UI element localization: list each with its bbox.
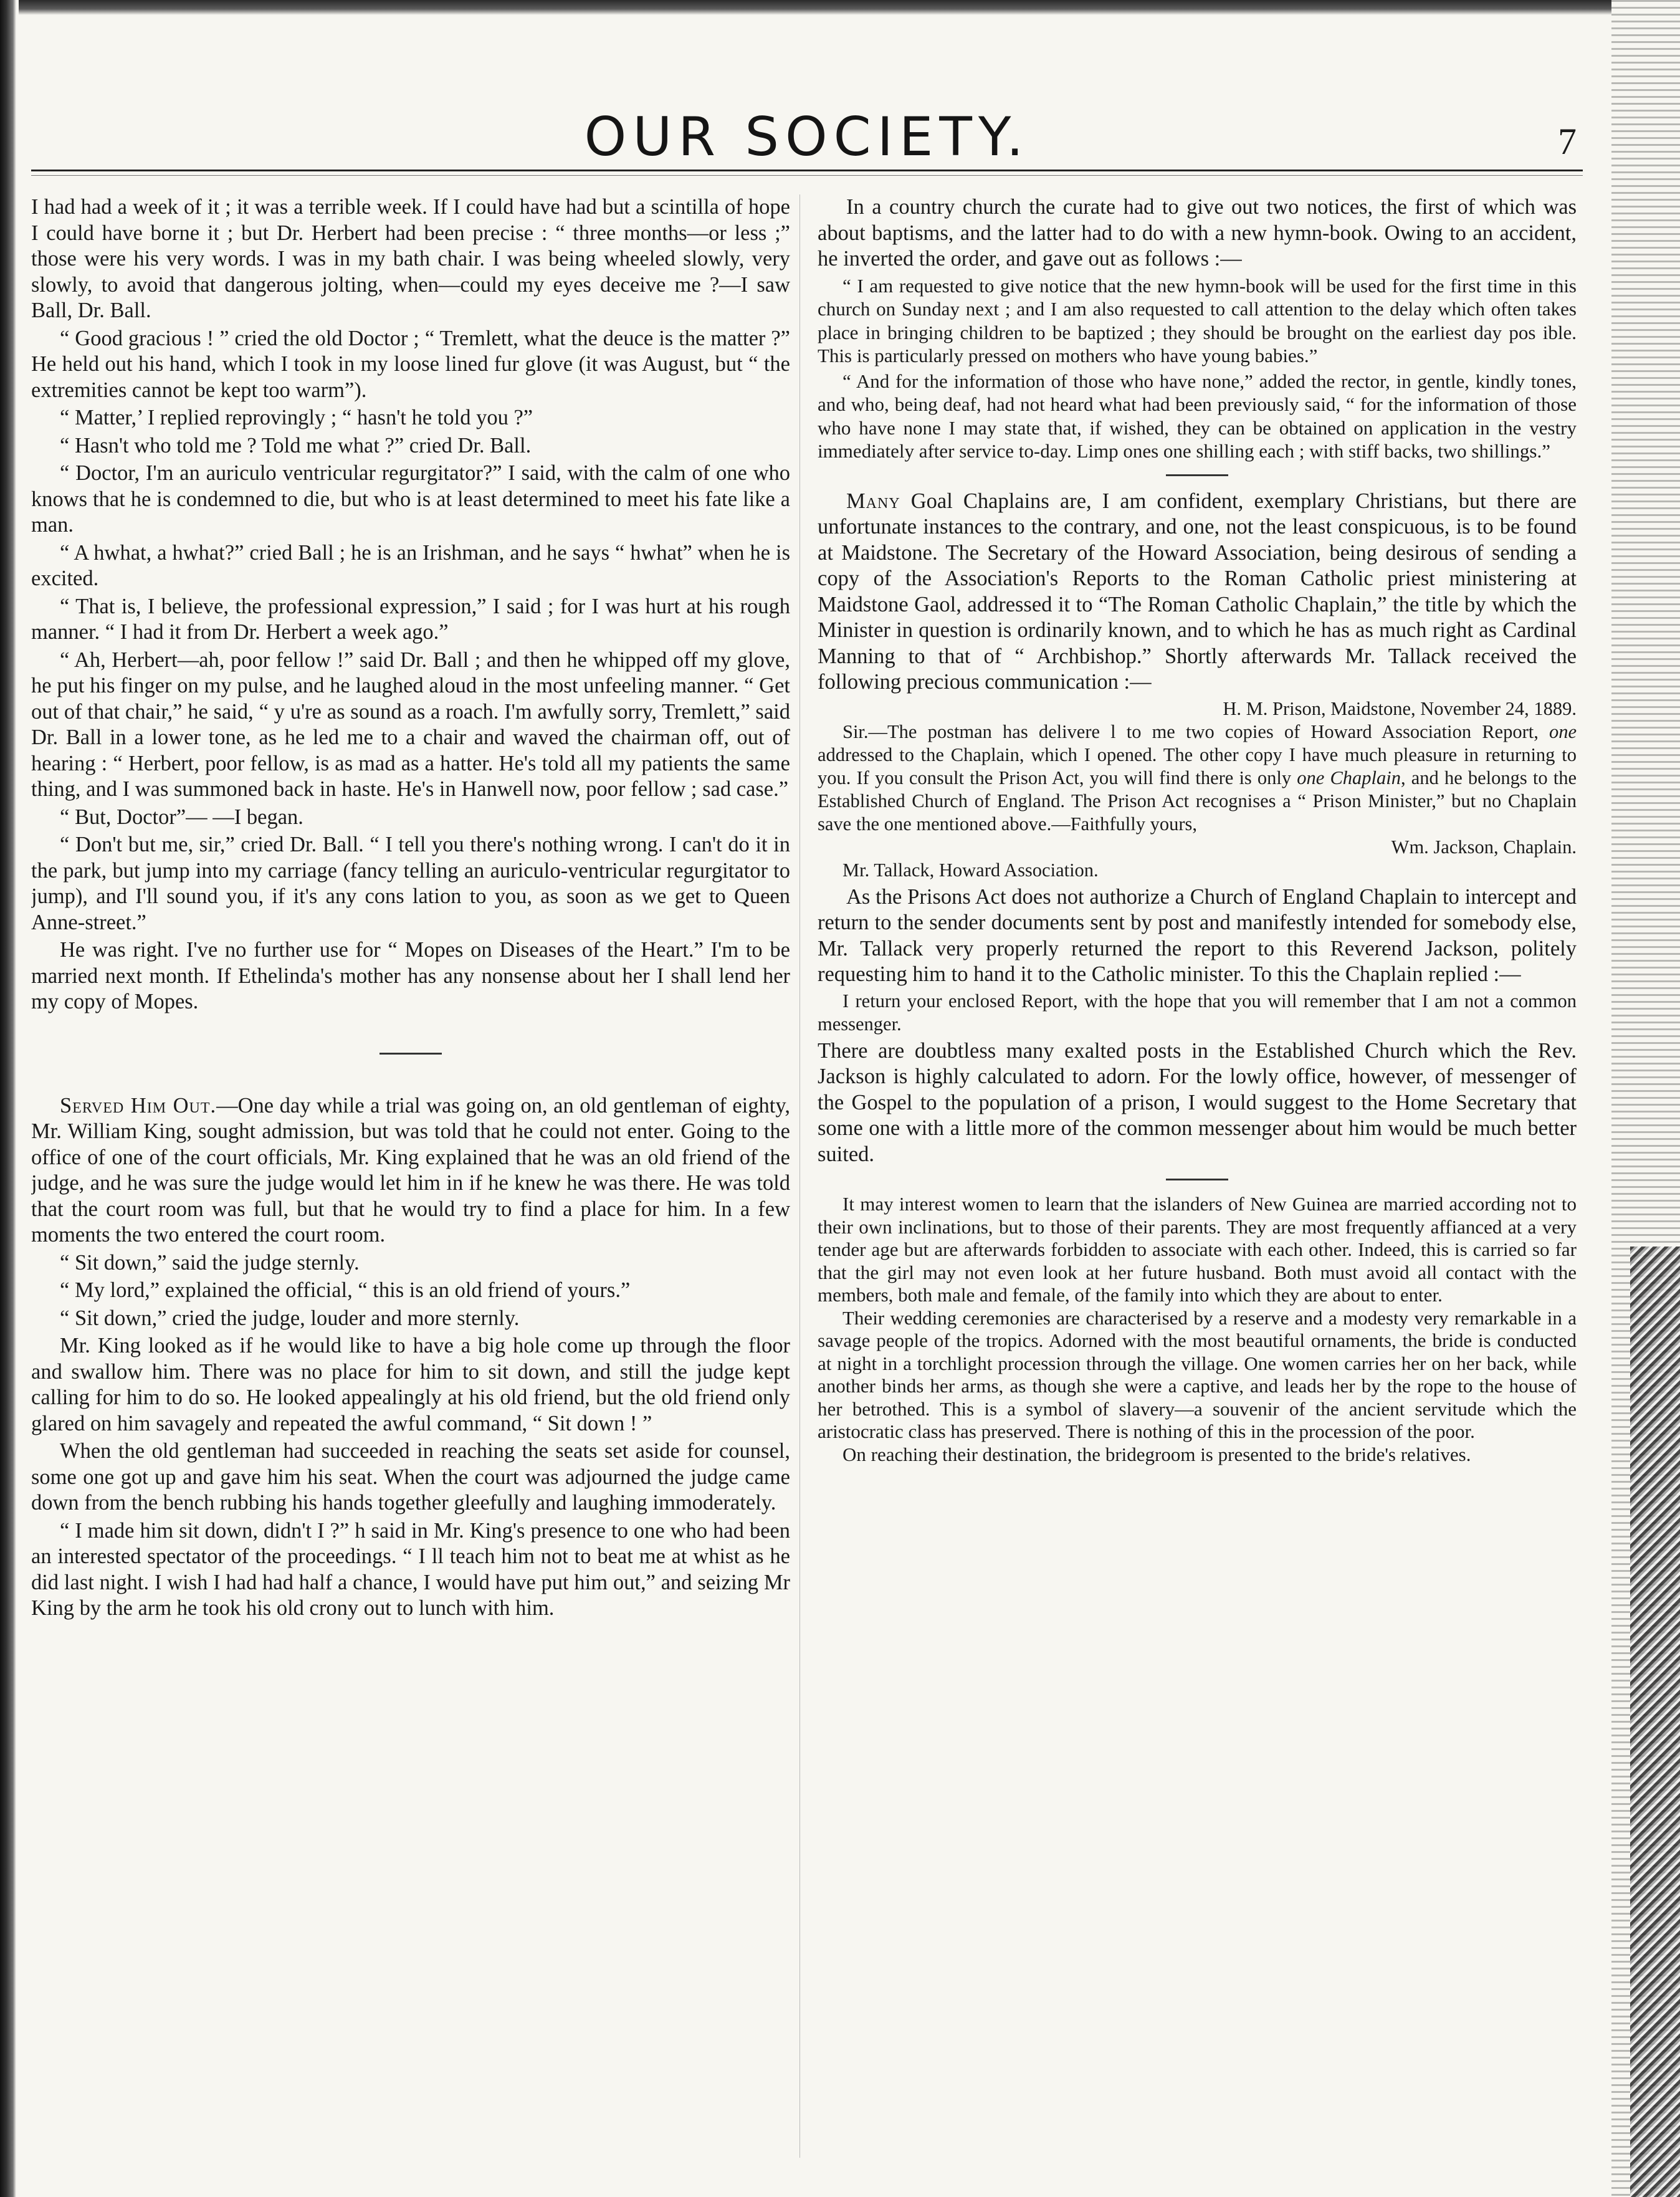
page-right-edge-pattern bbox=[1630, 1247, 1680, 2197]
paragraph: “ But, Doctor”— —I began. bbox=[60, 805, 303, 829]
paragraph: As the Prisons Act does not authorize a Church of England Chaplain to intercept and return to the sender documents sent by post and manifestly intended for somebody else, Mr. Tallack very properly returned the report to this Reverend Jackson, politely requesting him to hand it to the Catholic minister. To this the Chaplain replied :— bbox=[818, 884, 1577, 986]
letter-text: addressed to the Chaplain, which I opened. The other copy I have much pleasure in returning to you. If you consult the Prison Act, you will find there is only bbox=[818, 744, 1577, 788]
paragraph: “ Don't but me, sir,” cried Dr. Ball. “ I tell you there's nothing wrong. I can't do it in the park, but jump into my carriage (fancy telling an auriculo-ventricular regurgitator to jump), and I'll sound you, if it's any cons lation to you, as soon as we get to Queen Anne-street.” bbox=[31, 833, 790, 934]
paragraph: On reaching their destination, the bridegroom is presented to the bride's relatives. bbox=[842, 1443, 1471, 1465]
section-separator bbox=[1166, 474, 1228, 476]
page-header bbox=[31, 106, 1583, 168]
paragraph: “ And for the information of those who have none,” added the rector, in gentle, kindly tones, and who, being deaf, had not heard what had been previously said, “ for the information of those who have none I may state that, if wished, they can be obtained on application in the vestry immediately after service to-day. Limp ones one shilling each ; with stiff backs, two shillings.” bbox=[818, 370, 1577, 462]
notice-quotes bbox=[818, 274, 1577, 463]
paragraph: “ Good gracious ! ” cried the old Doctor ; “ Tremlett, what the deuce is the matter ?” He held out his hand, which I took in my loose lined fur glove (it was August, but “ the extremities cannot be kept too warm”). bbox=[31, 326, 790, 402]
page-number: 7 bbox=[1558, 121, 1577, 162]
page-left-edge bbox=[0, 0, 16, 2197]
paragraph: “ That is, I believe, the professional expression,” I said ; for I was hurt at his rough manner. “ I had it from Dr. Herbert a week ago.” bbox=[31, 594, 790, 644]
paragraph: When the old gentleman had succeeded in reaching the seats set aside for counsel, some one got up and gave him his seat. When the court was adjourned the judge came down from the bench rubbing his hands together gleefully and laughing immoderately. bbox=[31, 1439, 790, 1515]
header-rule-thin bbox=[31, 175, 1583, 176]
paragraph bbox=[31, 1093, 790, 1248]
story-text: Goal Chaplains are, I am confident, exemplary Christians, but there are unfortunate instances to the contrary, and one, not the least conspicuous, is to be found at Maidstone. The Secretary of the Howard Association, being desirous of sending a copy of the Association's Reports to the Roman Catholic priest ministering at Maidstone Gaol, addressed it to “The Roman Catholic Chaplain,” the title by which the Minister in question is ordinarily known, and to which he has as much right as Cardinal Manning to that of “ Archbishop.” Shortly afterwards Mr. Tallack received the following precious communication :— bbox=[818, 489, 1577, 694]
paragraph: Their wedding ceremonies are characterised by a reserve and a modesty very remarkable in a savage people of the tropics. Adorned with the most beautiful ornaments, the bride is conducted at night in a torchlight procession through the village. One women carries her on her back, while another binds her arms, as though she were a captive, and leads her by the rope to the house of her betrothed. This is a symbol of slavery—a souvenir of the ancient servitude which the aristocratic class has preserved. There is nothing of this in the procession of the poor. bbox=[818, 1306, 1577, 1442]
right-column bbox=[818, 194, 1577, 2152]
paragraph: “ I made him sit down, didn't I ?” h said in Mr. King's presence to one who had been an interested spectator of the proceedings. “ I ll teach him not to beat me at whist as he did last night. I wish I had had half a chance, I would have put him out,” and seizing Mr King by the arm he took his old crony out to lunch with him. bbox=[31, 1518, 790, 1620]
letter-text: Sir.—The postman has delivere l to me two copies of Howard Association Report, bbox=[842, 720, 1549, 742]
paragraph: In a country church the curate had to give out two notices, the first of which was about baptisms, and the latter had to do with a new hymn-book. Owing to an accident, he inverted the order, and gave out as follows :— bbox=[818, 195, 1577, 270]
lead-word: Many bbox=[846, 489, 900, 513]
column-divider bbox=[799, 194, 800, 2158]
letter-emphasis: one bbox=[1549, 720, 1577, 742]
reply-quote: I return your enclosed Report, with the hope that you will remember that I am not a common messenger. bbox=[818, 990, 1577, 1035]
paragraph: “ A hwhat, a hwhat?” cried Ball ; he is an Irishman, and he says “ hwhat” when he is excited. bbox=[31, 540, 790, 590]
paragraph bbox=[818, 489, 1577, 696]
paragraph: There are doubtless many exalted posts in the Established Church which the Rev. Jackson is highly calculated to adorn. For the lowly office, however, of messenger of the Gospel to the population of a prison, I would suggest to the Home Secretary that some one with a little more of the common messenger about him would be much better suited. bbox=[818, 1038, 1577, 1166]
story-church-notices bbox=[818, 194, 1577, 463]
paragraph: “ Ah, Herbert—ah, poor fellow !” said Dr. Ball ; and then he whipped off my glove, he put his finger on my pulse, and he laughed aloud in the most unfeeling manner. “ Get out of that chair,” he said, “ y u're as sound as a roach. I'm awfully sorry, Tremlett,” said Dr. Ball in a lower tone, as he led me to a chair and waved the chairman off, out of hearing : “ Herbert, poor fellow, is as mad as a hatter. He's told all my patients the same thing, and I was summoned back in haste. He's in Hanwell now, poor fellow ; sad case.” bbox=[31, 648, 790, 801]
paragraph: “ Sit down,” cried the judge, louder and more sternly. bbox=[60, 1306, 520, 1330]
section-separator bbox=[1166, 1179, 1228, 1180]
story-gaol-chaplain bbox=[818, 489, 1577, 1168]
chaplain-letter bbox=[818, 697, 1577, 882]
letter-dateline: H. M. Prison, Maidstone, November 24, 1889. bbox=[1223, 697, 1577, 719]
letter-text: , and he belongs to the Established Church of England. The Prison Act recognises a “ Prison Minister,” but no Chaplain save the one mentioned above.—Faithfully yours, bbox=[818, 767, 1577, 835]
paragraph: “ Doctor, I'm an auriculo ventricular regurgitator?” I said, with the calm of one who knows that he is condemned to die, but who is at least determined to meet his fate like a man. bbox=[31, 461, 790, 537]
paragraph: “ Sit down,” said the judge sternly. bbox=[60, 1250, 360, 1275]
letter-addressee: Mr. Tallack, Howard Association. bbox=[842, 859, 1099, 881]
page-top-edge bbox=[19, 0, 1611, 15]
story-heart-doctor bbox=[31, 194, 790, 1015]
story-title: Served Him Out. bbox=[60, 1093, 217, 1118]
letter-body bbox=[818, 720, 1577, 836]
paragraph: I had had a week of it ; it was a terrible week. If I could have had but a scintilla of hope I could have borne it ; but Dr. Herbert had been precise : “ three months—or less ;” those were his very words. I was in my bath chair. I was being wheeled slowly, very slowly, to avoid that dangerous jolting, when—could my eyes deceive me ?—I saw Ball, Dr. Ball. bbox=[31, 195, 790, 322]
story-text: —One day while a trial was going on, an old gentleman of eighty, Mr. William King, sought admission, but was told that he could not enter. Going to the office of one of the court officials, Mr. King explained that he was an old friend of the judge, and he was sure the judge would let him in if he knew he was there. He was told that the court room was full, but that he would try to find a place for him. In a few moments the two entered the court room. bbox=[31, 1093, 790, 1247]
letter-emphasis: one Chaplain bbox=[1297, 767, 1401, 788]
paragraph: “ Hasn't who told me ? Told me what ?” cried Dr. Ball. bbox=[60, 433, 532, 457]
paragraph: “ My lord,” explained the official, “ this is an old friend of yours.” bbox=[60, 1278, 631, 1302]
paragraph: Mr. King looked as if he would like to have a big hole come up through the floor and swallow him. There was no place for him to sit down, and still the judge kept calling for him to do so. He looked appealingly at his old friend, but the old friend only glared on him savagely and repeated the awful command, “ Sit down ! ” bbox=[31, 1334, 790, 1435]
left-column bbox=[31, 194, 790, 2152]
section-separator bbox=[379, 1053, 442, 1055]
paragraph: “ I am requested to give notice that the new hymn-book will be used for the first time in this church on Sunday next ; and I am also requested to call attention to the delay which often takes place in bringing children to be baptized ; they should be brought on the earliest day pos ible. This is particularly pressed on mothers who have young babies.” bbox=[818, 274, 1577, 366]
paragraph: “ Matter,’ I replied reprovingly ; “ hasn't he told you ?” bbox=[60, 406, 533, 429]
masthead-title: OUR SOCIETY. bbox=[584, 106, 1030, 168]
chaplain-reply bbox=[818, 990, 1577, 1036]
story-new-guinea bbox=[818, 1193, 1577, 1466]
story-served-him-out bbox=[31, 1093, 790, 1622]
header-rule bbox=[31, 170, 1583, 171]
paragraph: He was right. I've no further use for “ Mopes on Diseases of the Heart.” I'm to be married next month. If Ethelinda's mother has any nonsense about her I shall lend her my copy of Mopes. bbox=[31, 938, 790, 1013]
paragraph: It may interest women to learn that the islanders of New Guinea are married according not to their own inclinations, but to those of their parents. They are most frequently affianced at a very tender age but are afterwards forbidden to associate with each other. Indeed, this is carried so far that the girl may not even look at her future husband. Both must avoid all contact with the members, both male and female, of the family into which they are about to enter. bbox=[818, 1193, 1577, 1306]
letter-signature: Wm. Jackson, Chaplain. bbox=[1391, 836, 1577, 858]
